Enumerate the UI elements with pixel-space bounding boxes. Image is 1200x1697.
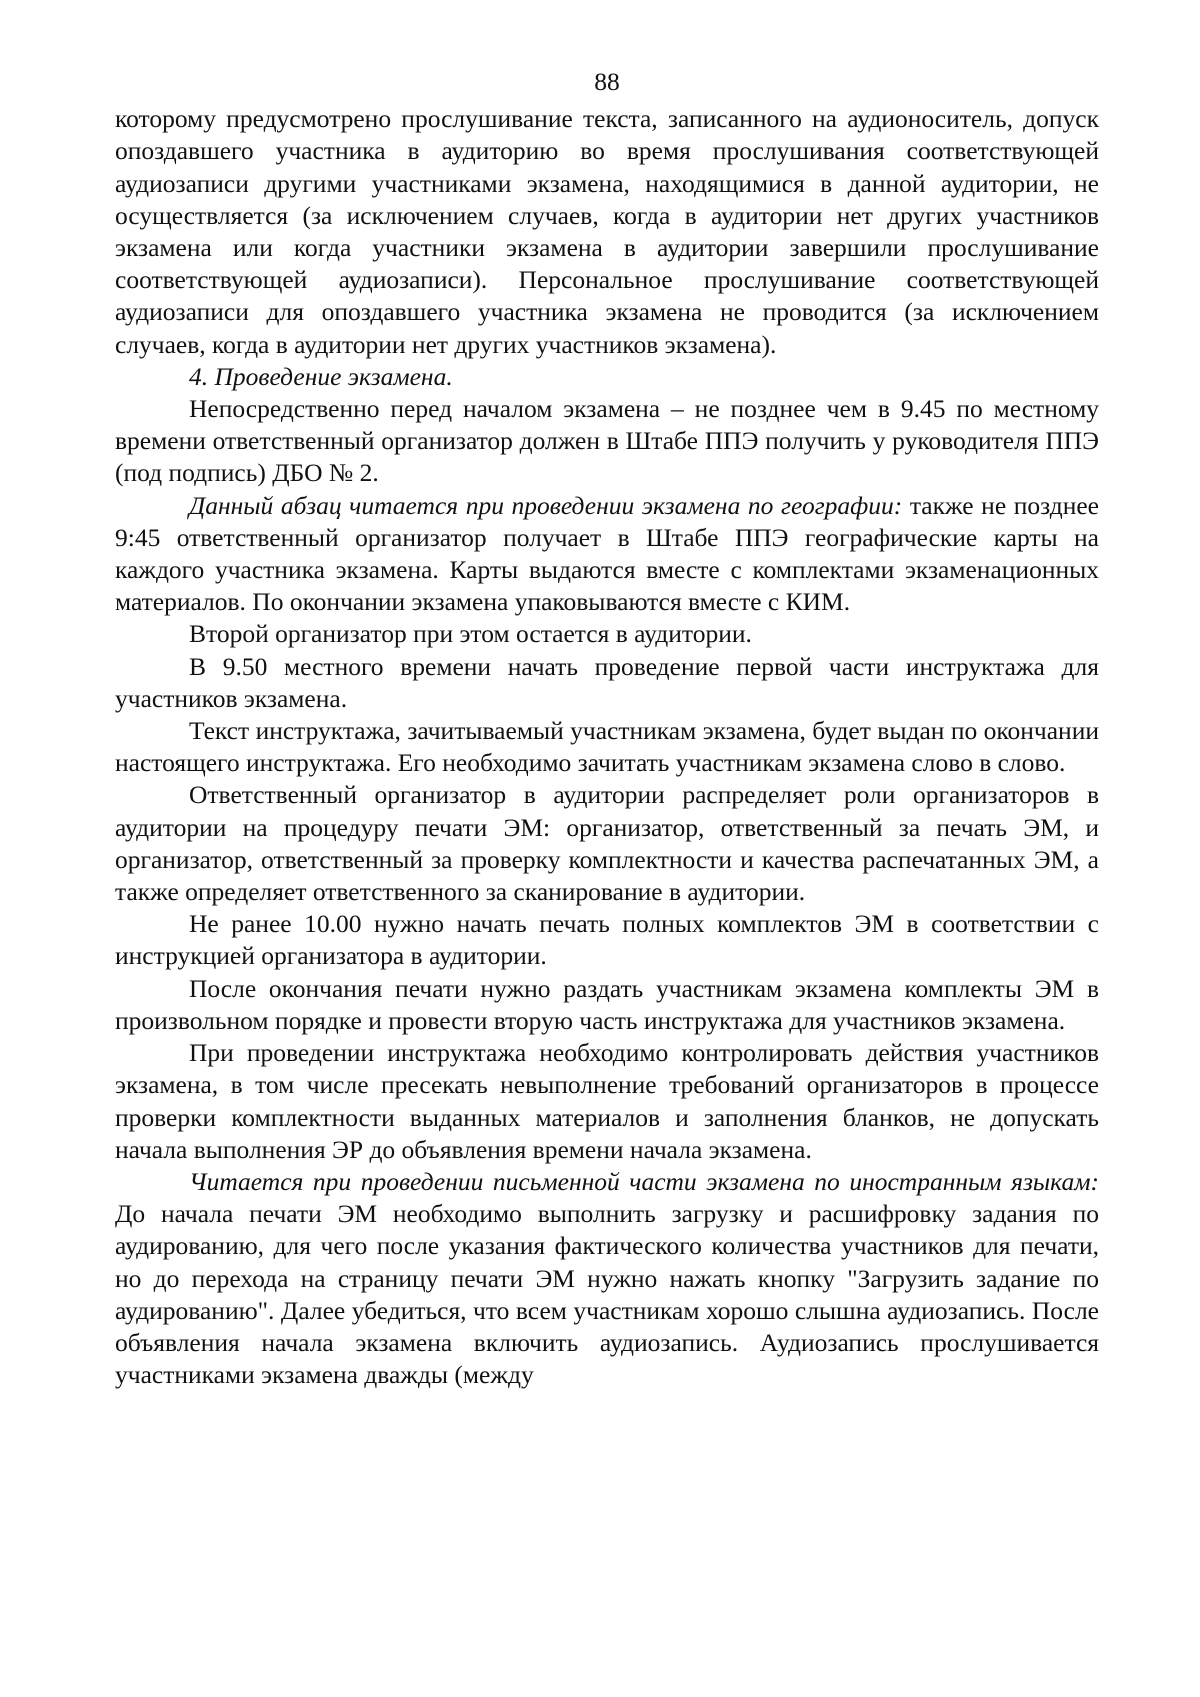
- paragraph-text: До начала печати ЭМ необходимо выполнить загрузку и расшифровку задания по аудированию, для чего после указания фактического количества участников для печати, но до перехода на страницу печати ЭМ нужно нажать кнопку "Загрузить задание по аудированию". Далее убедиться, что всем участникам хорошо слышна аудиозапись. После объявления начала экзамена включить аудиозапись. Аудиозапись прослушивается участниками экзамена дважды (между: [115, 1199, 1099, 1390]
- paragraph-text: Второй организатор при этом остается в аудитории.: [189, 619, 752, 649]
- document-page: [115, 66, 1099, 1391]
- page-number: 88: [594, 67, 620, 96]
- paragraph-text: При проведении инструктажа необходимо контролировать действия участников экзамена, в том числе пресекать невыполнение требований организаторов в процессе проверки комплектности выданных материалов и заполнения бланков, не допускать начала выполнения ЭР до объявления времени начала экзамена.: [115, 1038, 1099, 1164]
- italic-lead: Читается при проведении письменной части экзамена по иностранным языкам:: [189, 1166, 1099, 1196]
- paragraph: [115, 1037, 1099, 1166]
- paragraph: [115, 715, 1099, 779]
- paragraph-geography-note: [115, 490, 1099, 619]
- paragraph-text: Текст инструктажа, зачитываемый участникам экзамена, будет выдан по окончании настоящего инструктажа. Его необходимо зачитать участникам экзамена слово в слово.: [115, 716, 1099, 778]
- paragraph: [115, 651, 1099, 715]
- section-heading: [115, 361, 1099, 393]
- paragraph: [115, 779, 1099, 908]
- paragraph-text: которому предусмотрено прослушивание текста, записанного на аудионоситель, допуск опоздавшего участника в аудиторию во время прослушивания соответствующей аудиозаписи другими участниками экзамена, находящимися в данной аудитории, не осуществляется (за исключением случаев, когда в аудитории нет других участников экзамена или когда участники экзамена в аудитории завершили прослушивание соответствующей аудиозаписи). Персональное прослушивание соответствующей аудиозаписи для опоздавшего участника экзамена не проводится (за исключением случаев, когда в аудитории нет других участников экзамена).: [115, 104, 1099, 359]
- paragraph-continuation: [115, 103, 1099, 361]
- paragraph: [115, 618, 1099, 650]
- section-heading-text: 4. Проведение экзамена.: [189, 361, 453, 391]
- paragraph: [115, 973, 1099, 1037]
- italic-lead: Данный абзац читается при проведении экзамена по географии:: [189, 490, 903, 520]
- paragraph-text: также не позднее 9:45 ответственный организатор получает в Штабе ППЭ географические карты на каждого участника экзамена. Карты выдаются вместе с комплектами экзаменационных материалов. По окончании экзамена упаковываются вместе с КИМ.: [115, 490, 1100, 617]
- paragraph-text: После окончания печати нужно раздать участникам экзамена комплекты ЭМ в произвольном порядке и провести вторую часть инструктажа для участников экзамена.: [115, 973, 1099, 1035]
- paragraph-text: Непосредственно перед началом экзамена – не позднее чем в 9.45 по местному времени ответственный организатор должен в Штабе ППЭ получить у руководителя ППЭ (под подпись) ДБО № 2.: [115, 394, 1099, 488]
- paragraph-text: Ответственный организатор в аудитории распределяет роли организаторов в аудитории на процедуру печати ЭМ: организатор, ответственный за печать ЭМ, и организатор, ответственный за проверку комплектности и качества распечатанных ЭМ, а также определяет ответственного за сканирование в аудитории.: [115, 780, 1099, 907]
- paragraph: [115, 908, 1099, 972]
- paragraph: [115, 393, 1099, 490]
- paragraph-text: В 9.50 местного времени начать проведение первой части инструктажа для участников экзамена.: [115, 651, 1099, 713]
- paragraph-text: Не ранее 10.00 нужно начать печать полных комплектов ЭМ в соответствии с инструкцией организатора в аудитории.: [115, 909, 1099, 971]
- paragraph-foreign-languages-note: [115, 1166, 1099, 1391]
